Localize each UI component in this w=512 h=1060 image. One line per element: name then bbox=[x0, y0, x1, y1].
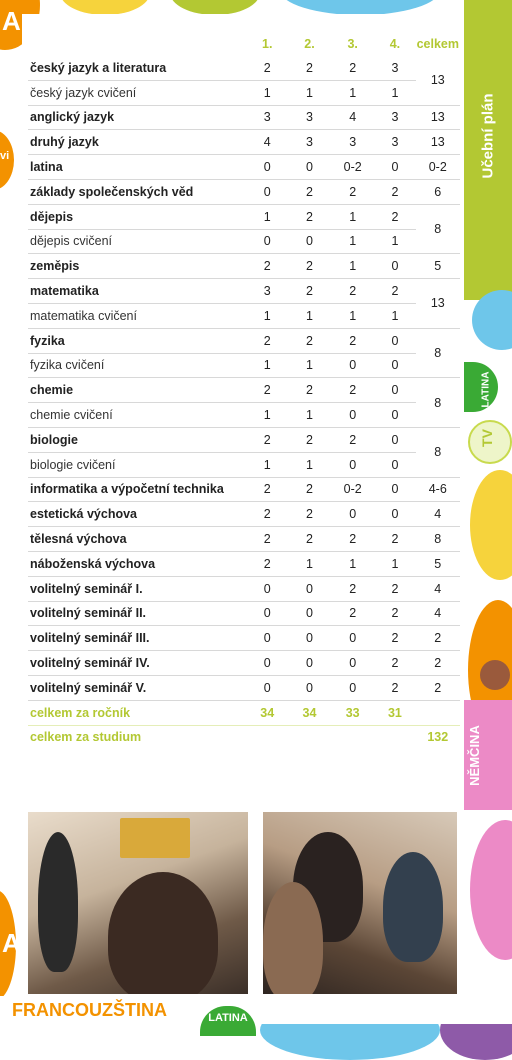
hours-total: 4-6 bbox=[416, 477, 460, 502]
subject-name: informatika a výpočetní technika bbox=[28, 477, 247, 502]
hours-year-3: 0-2 bbox=[331, 155, 374, 180]
hours-total: 13 bbox=[416, 130, 460, 155]
hours-year-3: 2 bbox=[331, 56, 374, 80]
hours-year-1: 4 bbox=[247, 130, 288, 155]
hours-total: 8 bbox=[416, 527, 460, 552]
table-row bbox=[28, 155, 460, 180]
hours-year-4: 3 bbox=[374, 56, 415, 80]
subject-name: zeměpis bbox=[28, 254, 247, 279]
hours-year-1: 0 bbox=[247, 179, 288, 204]
hours-total: 2 bbox=[416, 626, 460, 651]
left-edge-letter-top: A bbox=[2, 6, 21, 36]
hours-year-2: 1 bbox=[288, 80, 331, 105]
table-row bbox=[28, 527, 460, 552]
sidebar-latina-badge bbox=[464, 362, 498, 412]
hours-year-3: 2 bbox=[331, 527, 374, 552]
bottom-latina-badge: LATINA bbox=[200, 1006, 256, 1036]
table-row bbox=[28, 626, 460, 651]
subject-name: anglický jazyk bbox=[28, 105, 247, 130]
photo1-figure-student bbox=[108, 872, 218, 994]
sidebar-nemcina-badge bbox=[464, 700, 512, 810]
hours-year-4: 0 bbox=[374, 403, 415, 428]
subject-name: dějepis cvičení bbox=[28, 229, 247, 254]
hours-year-2: 0 bbox=[288, 675, 331, 700]
hours-year-4: 0 bbox=[374, 328, 415, 353]
hours-year-3: 0 bbox=[331, 502, 374, 527]
left-edge-letter-bottom: A bbox=[2, 928, 21, 958]
hours-year-3: 2 bbox=[331, 378, 374, 403]
hours-total: 13 bbox=[416, 279, 460, 329]
hours-year-1: 2 bbox=[247, 502, 288, 527]
subject-name: volitelný seminář II. bbox=[28, 601, 247, 626]
hours-year-2: 2 bbox=[288, 527, 331, 552]
hours-year-4: 0 bbox=[374, 353, 415, 378]
table-row bbox=[28, 328, 460, 353]
photo1-figure-teacher bbox=[38, 832, 78, 972]
header-year-4: 4. bbox=[389, 37, 401, 51]
hours-year-1: 0 bbox=[247, 651, 288, 676]
hours-year-2: 2 bbox=[288, 279, 331, 304]
table-row bbox=[28, 254, 460, 279]
table-row bbox=[28, 204, 460, 229]
hours-year-3: 2 bbox=[331, 601, 374, 626]
curriculum-table bbox=[28, 32, 460, 749]
sum-year-label: celkem za ročník bbox=[28, 700, 247, 725]
photo1-board bbox=[120, 818, 190, 858]
subject-name: volitelný seminář V. bbox=[28, 675, 247, 700]
sum-year-4: 31 bbox=[374, 700, 415, 725]
sum-year-2: 34 bbox=[288, 700, 331, 725]
hours-year-1: 2 bbox=[247, 328, 288, 353]
hours-year-1: 0 bbox=[247, 576, 288, 601]
hours-year-3: 1 bbox=[331, 303, 374, 328]
hours-year-2: 2 bbox=[288, 427, 331, 452]
hours-year-1: 2 bbox=[247, 527, 288, 552]
hours-year-1: 1 bbox=[247, 204, 288, 229]
hours-year-2: 2 bbox=[288, 254, 331, 279]
sidebar-nemcina-label: NĚMČINA bbox=[466, 725, 482, 786]
hours-year-4: 0 bbox=[374, 378, 415, 403]
table-row bbox=[28, 179, 460, 204]
hours-year-1: 1 bbox=[247, 452, 288, 477]
subject-name: český jazyk cvičení bbox=[28, 80, 247, 105]
decor-bubble-green-top bbox=[170, 0, 260, 15]
table-row bbox=[28, 651, 460, 676]
subject-name: dějepis bbox=[28, 204, 247, 229]
hours-year-3: 0 bbox=[331, 626, 374, 651]
decor-bubble-brown-side bbox=[480, 660, 510, 690]
hours-year-2: 0 bbox=[288, 229, 331, 254]
table-row bbox=[28, 477, 460, 502]
subject-name: volitelný seminář III. bbox=[28, 626, 247, 651]
hours-year-2: 0 bbox=[288, 651, 331, 676]
hours-total: 8 bbox=[416, 204, 460, 254]
hours-year-1: 3 bbox=[247, 105, 288, 130]
hours-year-3: 0 bbox=[331, 452, 374, 477]
table-row-sum-year bbox=[28, 700, 460, 725]
sum-study-label: celkem za studium bbox=[30, 730, 142, 745]
table-row bbox=[28, 229, 460, 254]
hours-year-2: 0 bbox=[288, 601, 331, 626]
hours-year-3: 0-2 bbox=[331, 477, 374, 502]
table-row bbox=[28, 279, 460, 304]
hours-year-3: 1 bbox=[331, 551, 374, 576]
header-subject bbox=[28, 32, 247, 56]
hours-total: 2 bbox=[416, 651, 460, 676]
hours-year-1: 0 bbox=[247, 155, 288, 180]
hours-year-4: 0 bbox=[374, 452, 415, 477]
table-row bbox=[28, 452, 460, 477]
hours-year-4: 2 bbox=[374, 626, 415, 651]
hours-year-3: 0 bbox=[331, 353, 374, 378]
hours-year-2: 3 bbox=[288, 130, 331, 155]
table-row bbox=[28, 105, 460, 130]
subject-name: náboženská výchova bbox=[28, 551, 247, 576]
decor-bubble-pink-side bbox=[470, 820, 512, 960]
table-row bbox=[28, 502, 460, 527]
hours-year-2: 1 bbox=[288, 452, 331, 477]
table-row bbox=[28, 378, 460, 403]
table-header-row bbox=[28, 32, 460, 56]
hours-year-1: 0 bbox=[247, 675, 288, 700]
hours-year-2: 3 bbox=[288, 105, 331, 130]
hours-year-4: 1 bbox=[374, 80, 415, 105]
hours-total: 5 bbox=[416, 551, 460, 576]
hours-year-4: 2 bbox=[374, 576, 415, 601]
hours-total: 6 bbox=[416, 179, 460, 204]
hours-year-4: 2 bbox=[374, 601, 415, 626]
hours-year-2: 2 bbox=[288, 477, 331, 502]
table-row bbox=[28, 427, 460, 452]
hours-year-2: 0 bbox=[288, 626, 331, 651]
hours-year-3: 1 bbox=[331, 229, 374, 254]
hours-year-2: 2 bbox=[288, 502, 331, 527]
sum-year-3: 33 bbox=[331, 700, 374, 725]
header-year-1: 1. bbox=[262, 37, 273, 51]
hours-total: 8 bbox=[416, 378, 460, 428]
classroom-photo-1 bbox=[28, 812, 248, 994]
table-row bbox=[28, 675, 460, 700]
hours-year-4: 2 bbox=[374, 527, 415, 552]
photo2-figure-front bbox=[263, 882, 323, 994]
hours-year-4: 0 bbox=[374, 254, 415, 279]
sidebar-title bbox=[480, 139, 497, 179]
hours-year-1: 1 bbox=[247, 80, 288, 105]
table-row bbox=[28, 601, 460, 626]
hours-year-1: 0 bbox=[247, 229, 288, 254]
table-row bbox=[28, 403, 460, 428]
subject-name: chemie bbox=[28, 378, 247, 403]
subject-name: základy společenských věd bbox=[28, 179, 247, 204]
hours-year-1: 0 bbox=[247, 601, 288, 626]
hours-year-1: 2 bbox=[247, 551, 288, 576]
hours-year-2: 1 bbox=[288, 551, 331, 576]
subject-name: volitelný seminář I. bbox=[28, 576, 247, 601]
hours-total: 13 bbox=[416, 56, 460, 105]
hours-total: 13 bbox=[416, 105, 460, 130]
decor-bubble-blue-top bbox=[280, 0, 440, 15]
hours-year-3: 0 bbox=[331, 675, 374, 700]
hours-year-3: 1 bbox=[331, 254, 374, 279]
hours-year-1: 0 bbox=[247, 626, 288, 651]
subject-name: matematika bbox=[28, 279, 247, 304]
subject-name: estetická výchova bbox=[28, 502, 247, 527]
hours-year-3: 1 bbox=[331, 80, 374, 105]
hours-year-1: 2 bbox=[247, 427, 288, 452]
subject-name: tělesná výchova bbox=[28, 527, 247, 552]
hours-year-3: 2 bbox=[331, 279, 374, 304]
hours-year-3: 4 bbox=[331, 105, 374, 130]
sidebar-tv-badge bbox=[468, 420, 512, 464]
sum-year-empty bbox=[416, 700, 460, 725]
hours-year-3: 3 bbox=[331, 130, 374, 155]
hours-year-4: 3 bbox=[374, 130, 415, 155]
subject-name: fyzika cvičení bbox=[28, 353, 247, 378]
header-total: celkem bbox=[416, 37, 459, 51]
hours-total: 8 bbox=[416, 427, 460, 477]
hours-year-1: 1 bbox=[247, 303, 288, 328]
hours-year-4: 2 bbox=[374, 179, 415, 204]
hours-year-2: 1 bbox=[288, 303, 331, 328]
hours-total: 4 bbox=[416, 576, 460, 601]
sidebar bbox=[464, 0, 512, 1024]
hours-year-3: 0 bbox=[331, 403, 374, 428]
hours-year-3: 2 bbox=[331, 179, 374, 204]
hours-year-1: 2 bbox=[247, 477, 288, 502]
hours-year-4: 2 bbox=[374, 279, 415, 304]
sidebar-latina-label: LATINA bbox=[480, 371, 492, 408]
table-row bbox=[28, 80, 460, 105]
hours-year-3: 2 bbox=[331, 328, 374, 353]
decor-bubble-yellow-side bbox=[470, 470, 512, 580]
subject-name: chemie cvičení bbox=[28, 403, 247, 428]
header-year-3: 3. bbox=[347, 37, 358, 51]
sum-study-value: 132 bbox=[427, 730, 449, 745]
subject-name: matematika cvičení bbox=[28, 303, 247, 328]
table-body bbox=[28, 56, 460, 749]
table-row bbox=[28, 56, 460, 80]
hours-year-1: 2 bbox=[247, 254, 288, 279]
hours-year-4: 0 bbox=[374, 502, 415, 527]
decor-bubble-yellow-top bbox=[60, 0, 150, 15]
hours-year-1: 1 bbox=[247, 353, 288, 378]
hours-year-2: 1 bbox=[288, 403, 331, 428]
hours-year-2: 1 bbox=[288, 353, 331, 378]
hours-total: 0-2 bbox=[416, 155, 460, 180]
hours-year-3: 0 bbox=[331, 651, 374, 676]
left-edge-letter-mid: vi bbox=[0, 150, 10, 162]
table-row bbox=[28, 576, 460, 601]
hours-total: 2 bbox=[416, 675, 460, 700]
subject-name: biologie bbox=[28, 427, 247, 452]
hours-year-2: 2 bbox=[288, 179, 331, 204]
hours-year-2: 2 bbox=[288, 378, 331, 403]
hours-year-4: 0 bbox=[374, 155, 415, 180]
hours-year-3: 1 bbox=[331, 204, 374, 229]
table-row bbox=[28, 353, 460, 378]
subject-name: druhý jazyk bbox=[28, 130, 247, 155]
hours-year-2: 2 bbox=[288, 56, 331, 80]
hours-year-1: 3 bbox=[247, 279, 288, 304]
table-row bbox=[28, 303, 460, 328]
table-row-sum-study bbox=[28, 725, 460, 749]
hours-year-3: 2 bbox=[331, 427, 374, 452]
hours-year-4: 0 bbox=[374, 477, 415, 502]
hours-year-2: 0 bbox=[288, 576, 331, 601]
subject-name: fyzika bbox=[28, 328, 247, 353]
bottom-francouzstina-label: FRANCOUZŠTINA bbox=[12, 1000, 167, 1020]
subject-name: biologie cvičení bbox=[28, 452, 247, 477]
hours-year-1: 2 bbox=[247, 56, 288, 80]
classroom-photo-2 bbox=[263, 812, 457, 994]
hours-year-4: 0 bbox=[374, 427, 415, 452]
hours-year-4: 2 bbox=[374, 204, 415, 229]
hours-total: 8 bbox=[416, 328, 460, 378]
subject-name: český jazyk a literatura bbox=[28, 56, 247, 80]
hours-year-4: 1 bbox=[374, 551, 415, 576]
hours-year-1: 2 bbox=[247, 378, 288, 403]
hours-year-4: 3 bbox=[374, 105, 415, 130]
sidebar-tv-label: TV bbox=[478, 429, 495, 447]
curriculum-card bbox=[22, 14, 464, 794]
hours-year-4: 2 bbox=[374, 675, 415, 700]
hours-year-1: 1 bbox=[247, 403, 288, 428]
hours-year-3: 2 bbox=[331, 576, 374, 601]
hours-total: 4 bbox=[416, 502, 460, 527]
sum-year-1: 34 bbox=[247, 700, 288, 725]
subject-name: volitelný seminář IV. bbox=[28, 651, 247, 676]
hours-year-4: 1 bbox=[374, 303, 415, 328]
hours-year-4: 2 bbox=[374, 651, 415, 676]
hours-year-2: 2 bbox=[288, 204, 331, 229]
hours-total: 4 bbox=[416, 601, 460, 626]
hours-total: 5 bbox=[416, 254, 460, 279]
table-row bbox=[28, 130, 460, 155]
subject-name: latina bbox=[28, 155, 247, 180]
header-year-2: 2. bbox=[304, 37, 315, 51]
table-row bbox=[28, 551, 460, 576]
hours-year-2: 2 bbox=[288, 328, 331, 353]
hours-year-2: 0 bbox=[288, 155, 331, 180]
hours-year-4: 1 bbox=[374, 229, 415, 254]
photo2-figure-girl bbox=[383, 852, 443, 962]
